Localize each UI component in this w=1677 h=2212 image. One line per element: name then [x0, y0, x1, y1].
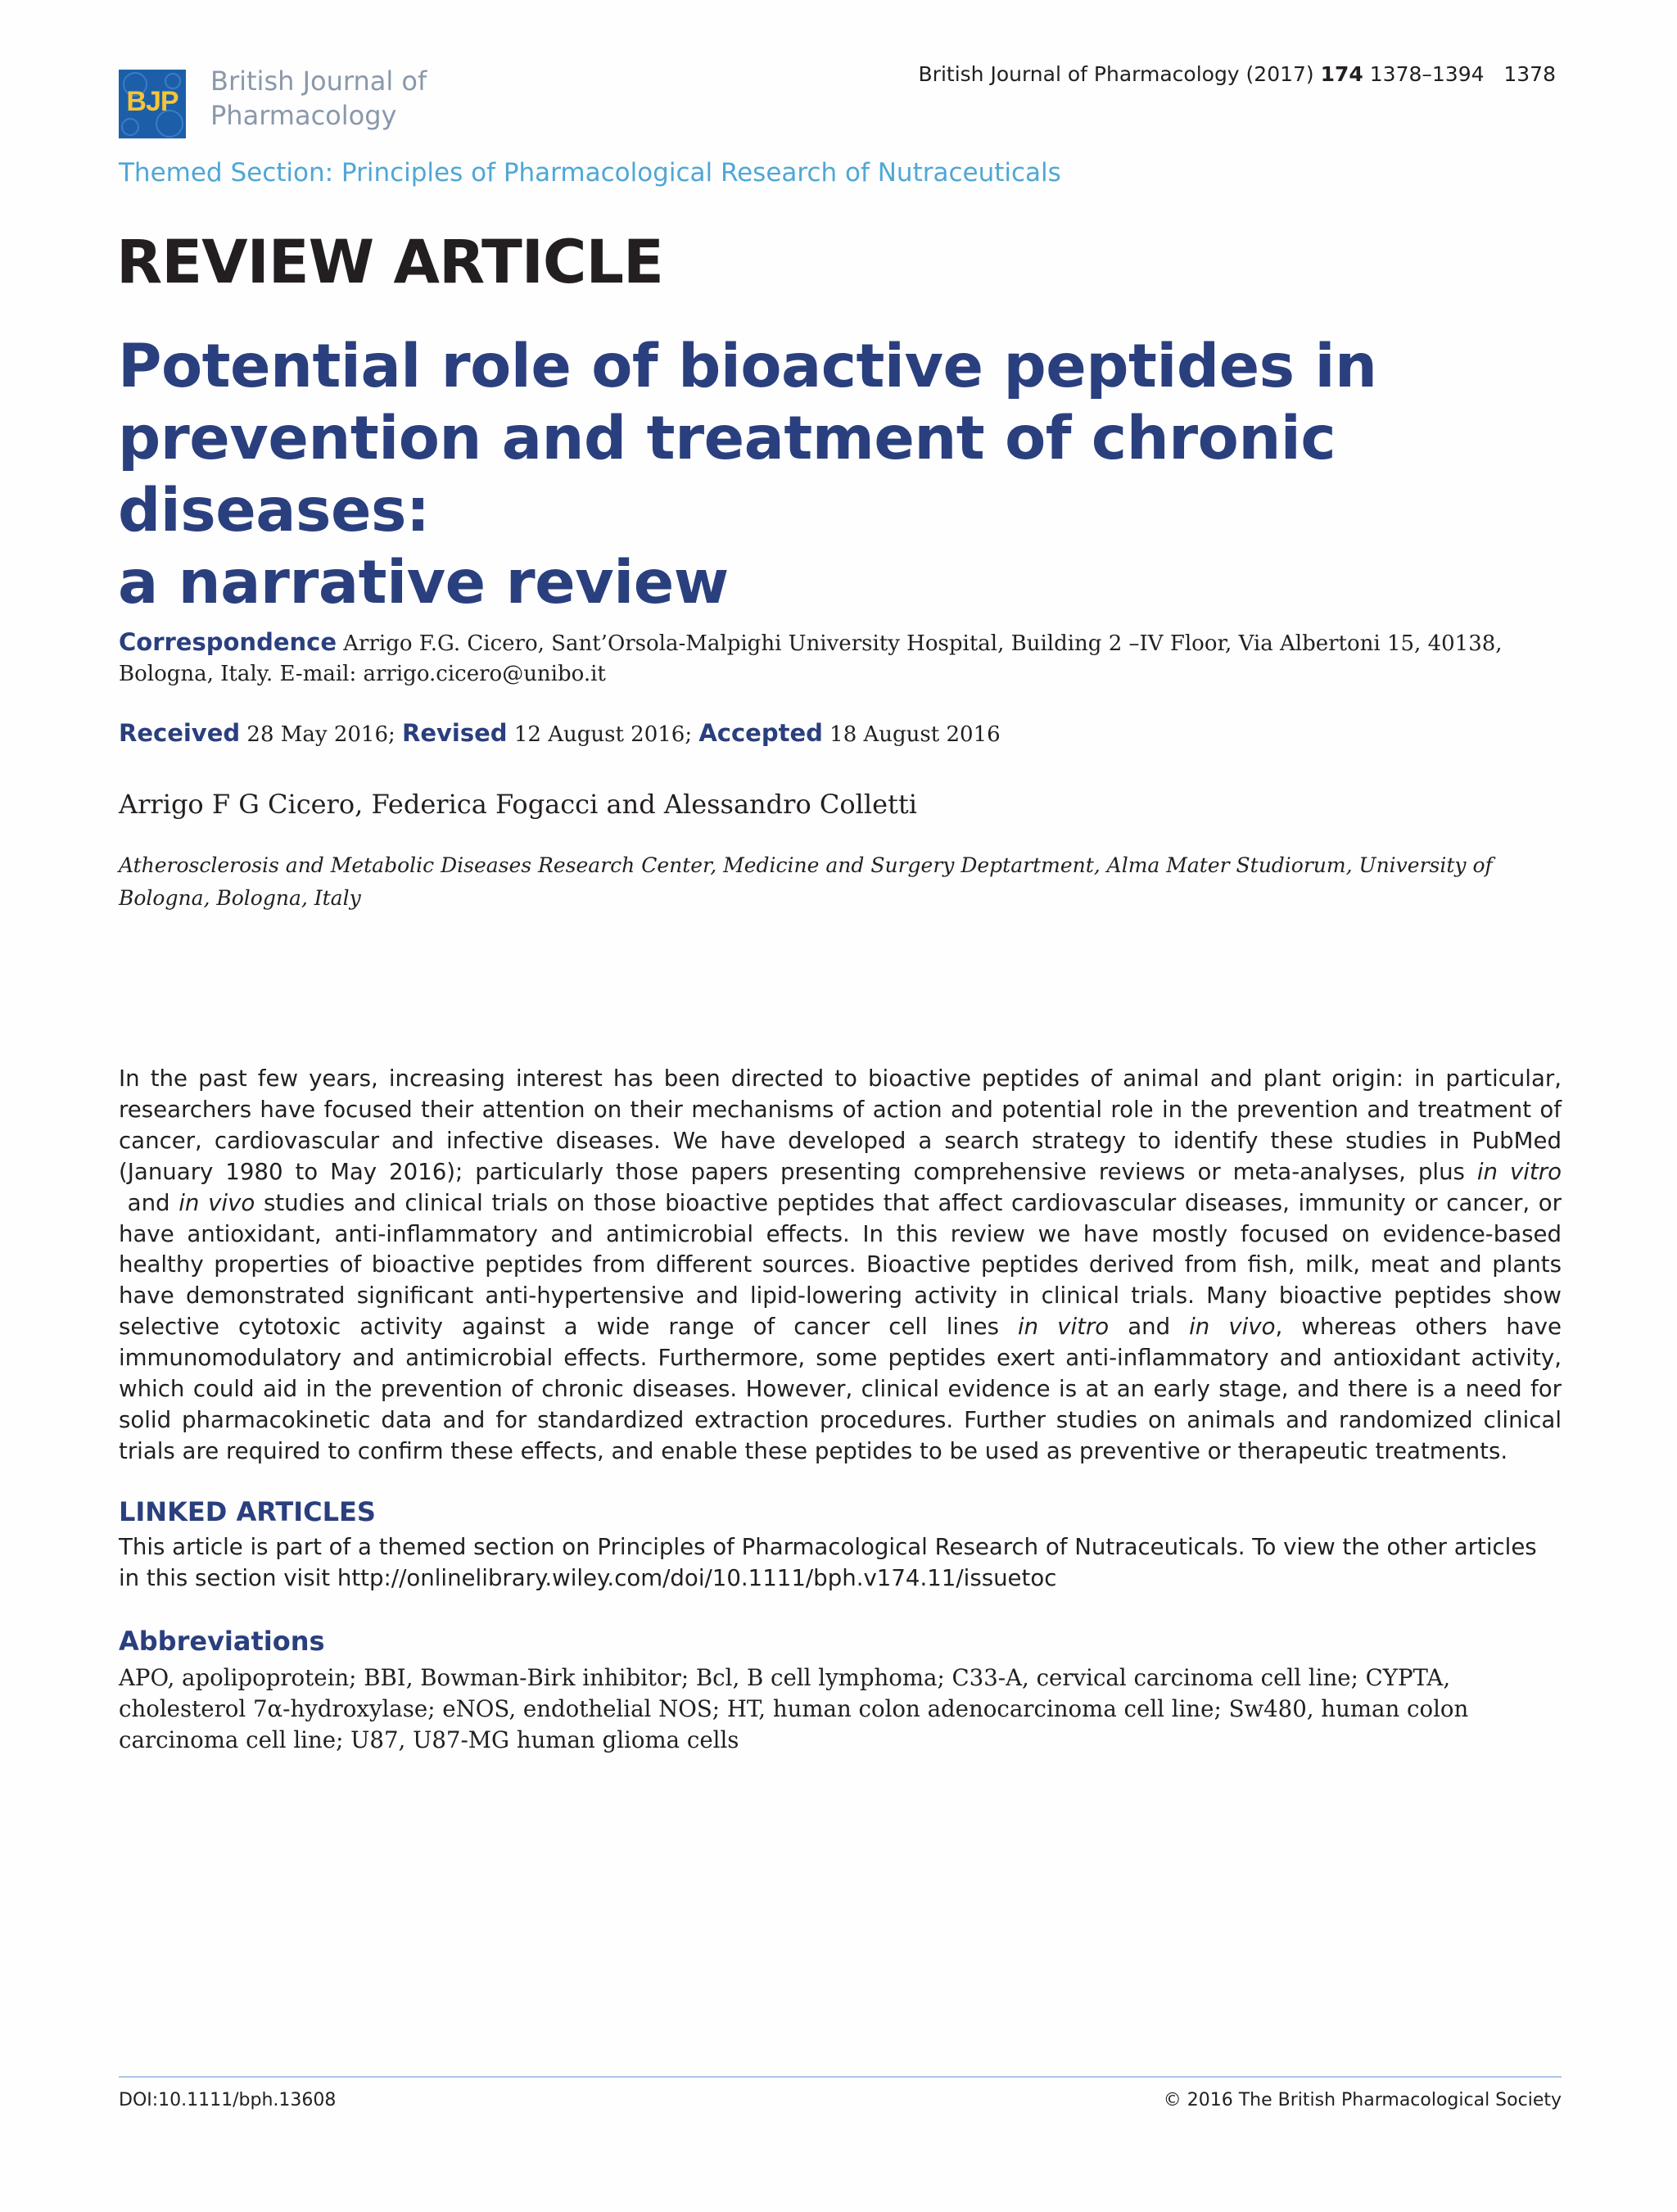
title-line3: a narrative review [118, 548, 729, 617]
abstract-in-vitro-2: in vitro [1017, 1313, 1110, 1341]
correspondence-text: Arrigo F.G. Cicero, Sant’Orsola-Malpighi University Hospital, Building 2 –IV Floor, Via Albertoni 15, 40138, Bologna, Italy. E-mail: arrigo.cicero@unibo.it [119, 631, 1503, 686]
journal-logo [119, 70, 186, 138]
received-date: 28 May 2016; [240, 722, 403, 747]
journal-name-line1: British Journal of [210, 66, 427, 97]
citation-pages: 1378–1394 1378 [1369, 62, 1556, 86]
received-label: Received [119, 719, 241, 747]
abstract-in-vitro-1: in vitro [1476, 1157, 1562, 1185]
citation-prefix: British Journal of Pharmacology (2017) [918, 62, 1314, 86]
article-title [118, 331, 1575, 619]
abstract-part2: studies and clinical trials on those bioactive peptides that affect cardiovascular diseases, immunity or cancer, or have antioxidant, anti-inflammatory and antimicrobial effects. In this review we have mostly focused on evidence-based healthy properties of bioactive peptides from different sources. Bioactive peptides derived from fish, milk, meat and plants have demonstrated significant anti-hypertensive and lipid-lowering activity in clinical trials. Many bioactive peptides show selective cytotoxic activity against a wide range of cancer cell lines [119, 1188, 1562, 1341]
authors: Arrigo F G Cicero, Federica Fogacci and Alessandro Colletti [119, 789, 917, 820]
linked-articles-heading: LINKED ARTICLES [119, 1496, 376, 1527]
abbreviations-text: APO, apolipoprotein; BBI, Bowman-Birk inhibitor; Bcl, B cell lymphoma; C33-A, cervical carcinoma cell line; CYPTA, cholesterol 7α-hydroxylase; eNOS, endothelial NOS; HT, human colon adenocarcinoma cell line; Sw480, human colon carcinoma cell line; U87, U87-MG human glioma cells [119, 1664, 1469, 1753]
abstract-and-1: and [119, 1188, 179, 1216]
article-type: REVIEW ARTICLE [116, 228, 663, 297]
citation-volume: 174 [1320, 62, 1363, 86]
abstract-and-2: and [1109, 1313, 1190, 1341]
revised-date: 12 August 2016; [507, 722, 699, 747]
correspondence [119, 627, 1560, 690]
affiliation: Atherosclerosis and Metabolic Diseases Research Center, Medicine and Surgery Deptartment, Alma Mater Studiorum, University of Bologna, Bologna, Italy [119, 853, 1493, 910]
doi: DOI:10.1111/bph.13608 [119, 2090, 337, 2110]
themed-section: Themed Section: Principles of Pharmacological Research of Nutraceuticals [119, 158, 1061, 188]
abstract-part1: In the past few years, increasing interest has been directed to bioactive peptides of animal and plant origin: in particular, researchers have focused their attention on their mechanisms of action and potential role in the prevention and treatment of cancer, cardiovascular and infective diseases. We have developed a search strategy to identify these studies in PubMed (January 1980 to May 2016); particularly those papers presenting comprehensive reviews or meta-analyses, plus [119, 1065, 1562, 1185]
abstract-in-vivo-2: in vivo [1189, 1313, 1276, 1341]
abstract [119, 1063, 1562, 1467]
title-line1: Potential role of bioactive peptides in [118, 332, 1377, 401]
copyright: © 2016 The British Pharmacological Society [1163, 2090, 1562, 2110]
dates [119, 719, 1560, 747]
logo-letters: BJP [126, 86, 179, 117]
title-line2: prevention and treatment of chronic diseases: [118, 404, 1336, 545]
journal-name-line2: Pharmacology [210, 100, 397, 131]
footer-divider [119, 2076, 1562, 2078]
accepted-label: Accepted [698, 719, 823, 747]
citation [819, 62, 1556, 86]
accepted-date: 18 August 2016 [822, 722, 1001, 747]
correspondence-label: Correspondence [119, 628, 337, 656]
journal-name [210, 64, 456, 133]
abstract-part3: , whereas others have immunomodulatory and antimicrobial effects. Furthermore, some peptides exert anti-inflammatory and antioxidant activity, which could aid in the prevention of chronic diseases. However, clinical evidence is at an early stage, and there is a need for solid pharmacokinetic data and for standardized extraction procedures. Further studies on animals and randomized clinical trials are required to confirm these effects, and enable these peptides to be used as preventive or therapeutic treatments. [119, 1313, 1562, 1464]
linked-articles-text: This article is part of a themed section on Principles of Pharmacological Research of Nutraceuticals. To view the other articles in this section visit http://onlinelibrary.wiley.com/doi/10.1111/bph.v174.11/issuetoc [119, 1533, 1537, 1591]
abstract-in-vivo-1: in vivo [179, 1188, 255, 1216]
revised-label: Revised [402, 719, 508, 747]
abbreviations-heading: Abbreviations [119, 1626, 325, 1657]
